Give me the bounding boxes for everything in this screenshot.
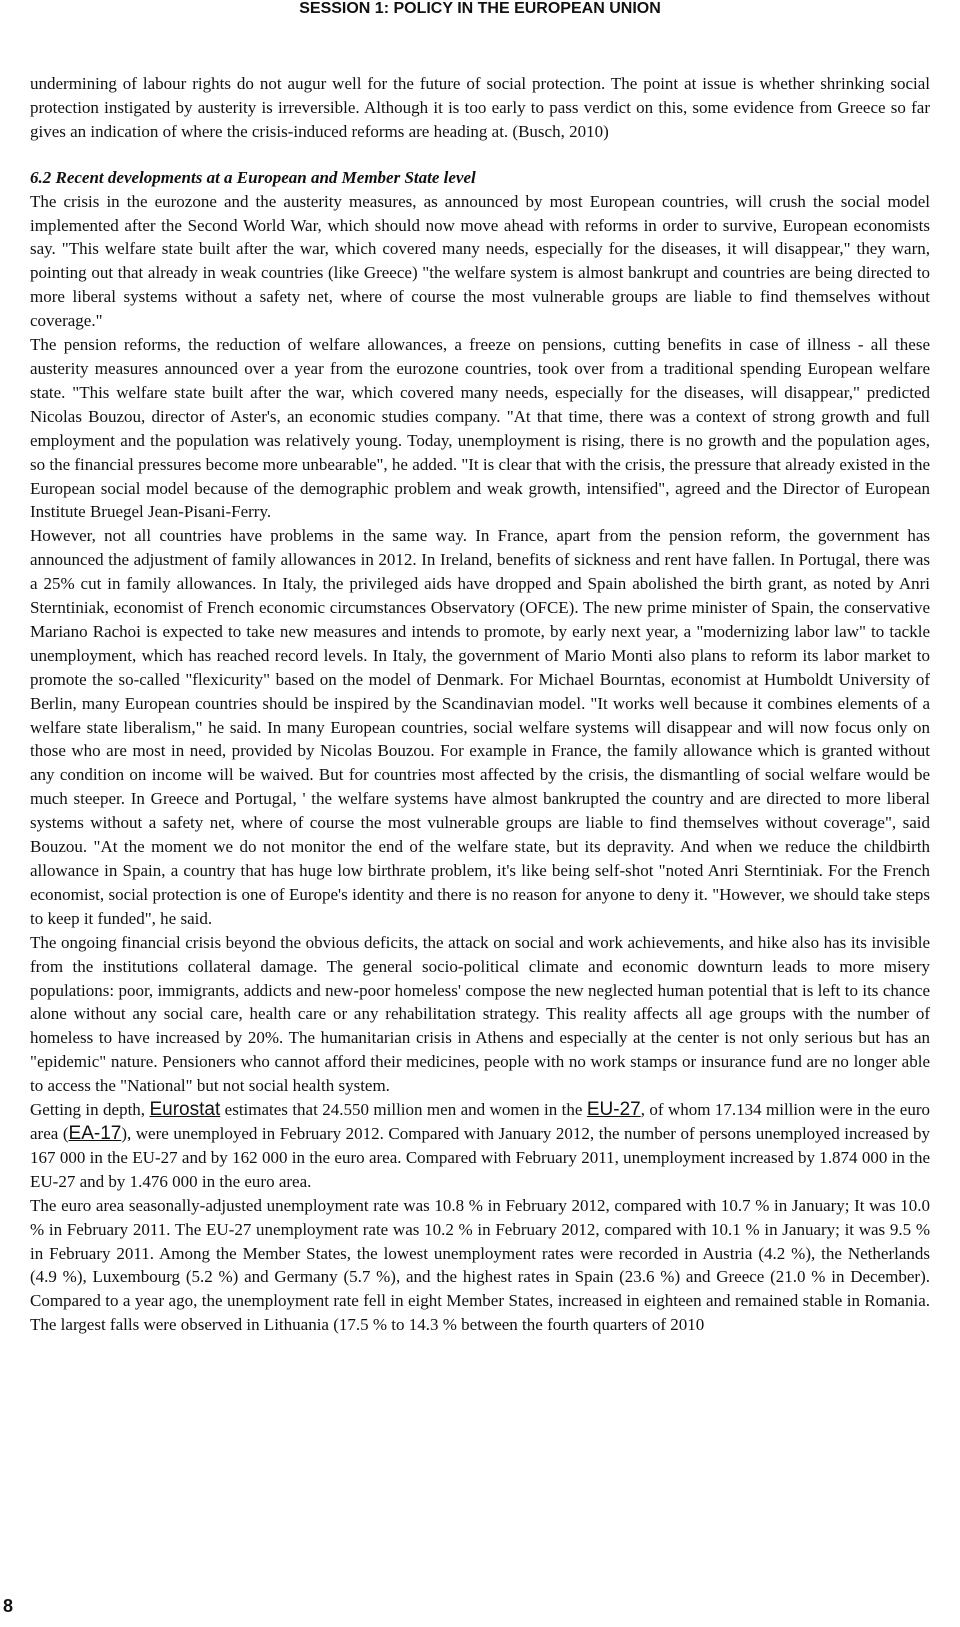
paragraph-country-differences: However, not all countries have problems in the same way. In France, apart from the pension reform, the government has announced the adjustment of family allowances in 2012. In Ireland, benefits of sickness and rent have fallen. In Portugal, there was a 25% cut in family allowances. In Italy, the privileged aids have dropped and Spain abolished the birth grant, as noted by Anri Sterntiniak, economist of French economic circumstances Observatory (OFCE). The new prime minister of Spain, the conservative Mariano Rachoi is expected to take new measures and intends to promote, by early next year, a "modernizing labor law" to tackle unemployment, which has reached record levels. In Italy, the government of Mario Monti also plans to reform its labor market to promote the so-called "flexicurity" based on the model of Denmark. For Michael Bourntas, economist at Humboldt University of Berlin, many European countries should be inspired by the Scandinavian model. "It works well because it combines elements of a welfare state liberalism," he said. In many European countries, social welfare systems will disappear and will now focus only on those who are most in need, provided by Nicolas Bouzou. For example in France, the family allowance which is granted without any condition on income will be waived. But for countries most affected by the crisis, the dismantling of social welfare would be much steeper. In Greece and Portugal, ' the welfare systems have almost bankrupted the country and are directed to more liberal systems without a safety net, where of course the most vulnerable groups are liable to find themselves without coverage", said Bouzou. "At the moment we do not monitor the end of the welfare state, but its depravity. And when we reduce the childbirth allowance in Spain, a country that has huge low birthrate problem, it's like being self-shot "noted Anri Sterntiniak. For the French economist, social protection is one of Europe's identity and there is no reason for anyone to deny it. "However, we should take steps to keep it funded", he said. bbox=[30, 526, 930, 928]
paragraph-collateral-damage: The ongoing financial crisis beyond the obvious deficits, the attack on social and work achievements, and hike also has its invisible from the institutions collateral damage. The general socio-political climate and economic downturn leads to more misery populations: poor, immigrants, addicts and new-poor homeless' compose the new neglected human potential that is left to its chance alone without any social care, health care or any rehabilitation strategy. This reality affects all age groups with the number of homeless to have increased by 20%. The humanitarian crisis in Athens and especially at the center is not only serious but has an "epidemic" nature. Pensioners who cannot afford their medicines, people with no work stamps or insurance fund are no longer able to access the "National" but not social health system. bbox=[30, 932, 930, 1096]
link-eurostat[interactable]: Eurostat bbox=[149, 1099, 221, 1121]
page-number: 8 bbox=[3, 1596, 14, 1616]
text-segment: , of whom 17.134 million were in the euro area ( bbox=[30, 1100, 931, 1143]
section-heading: 6.2 Recent developments at a European and Member State level bbox=[30, 167, 476, 187]
link-eu27[interactable]: EU-27 bbox=[586, 1099, 641, 1121]
text-segment: ), were unemployed in February 2012. Compared with January 2012, the number of persons unemployed increased by 167 000 in the EU-27 and by 162 000 in the euro area. Compared with February 2011, unemployment increased by 1.874 000 in the EU-27 and by 1.476 000 in the euro area. bbox=[30, 1123, 930, 1191]
paragraph-eurostat bbox=[30, 1098, 930, 1194]
text-segment: Getting in depth, bbox=[30, 1100, 150, 1120]
running-header: SESSION 1: POLICY IN THE EUROPEAN UNION bbox=[299, 0, 661, 17]
paragraph-pension-reforms: The pension reforms, the reduction of welfare allowances, a freeze on pensions, cutting benefits in case of illness - all these austerity measures announced over a year from the eurozone countries, took over from a traditional spending European welfare state. "This welfare state built after the war, which covered many needs, especially for the diseases, will disappear," predicted Nicolas Bouzou, director of Aster's, an economic studies company. "At that time, there was a context of strong growth and full employment and the population was relatively young. Today, unemployment is rising, there is no growth and the population ages, so the financial pressures become more unbearable", he added. "It is clear that with the crisis, the pressure that already existed in the European social model because of the demographic problem and weak growth, intensified", agreed and the Director of European Institute Bruegel Jean-Pisani-Ferry. bbox=[30, 335, 930, 522]
text-segment: estimates that 24.550 million men and women in the bbox=[220, 1100, 587, 1120]
paragraph-crisis: The crisis in the eurozone and the austerity measures, as announced by most European countries, will crush the social model implemented after the Second World War, which should now move ahead with reforms in order to survive, European economists say. "This welfare state built after the war, which covered many needs, especially for the diseases, it will disappear," they warn, pointing out that already in weak countries (like Greece) "the welfare system is almost bankrupt and countries are being directed to more liberal systems without a safety net, where of course the most vulnerable groups are liable to find themselves without coverage." bbox=[30, 191, 930, 331]
document-body bbox=[30, 72, 930, 1337]
paragraph-unemployment-rates: The euro area seasonally-adjusted unemployment rate was 10.8 % in February 2012, compared with 10.7 % in January; It was 10.0 % in February 2011. The EU-27 unemployment rate was 10.2 % in February 2012, compared with 10.1 % in January; it was 9.5 % in February 2011. Among the Member States, the lowest unemployment rates were recorded in Austria (4.2 %), the Netherlands (4.9 %), Luxembourg (5.2 %) and Germany (5.7 %), and the highest rates in Spain (23.6 %) and Greece (21.0 % in December). Compared to a year ago, the unemployment rate fell in eight Member States, increased in eighteen and remained stable in Romania. The largest falls were observed in Lithuania (17.5 % to 14.3 % between the fourth quarters of 2010 bbox=[30, 1195, 930, 1335]
paragraph-intro: undermining of labour rights do not augur well for the future of social protection. The point at issue is whether shrinking social protection instigated by austerity is irreversible. Although it is too early to pass verdict on this, some evidence from Greece so far gives an indication of where the crisis-induced reforms are heading at. (Busch, 2010) bbox=[30, 74, 930, 141]
link-ea17[interactable]: EA-17 bbox=[68, 1122, 122, 1144]
